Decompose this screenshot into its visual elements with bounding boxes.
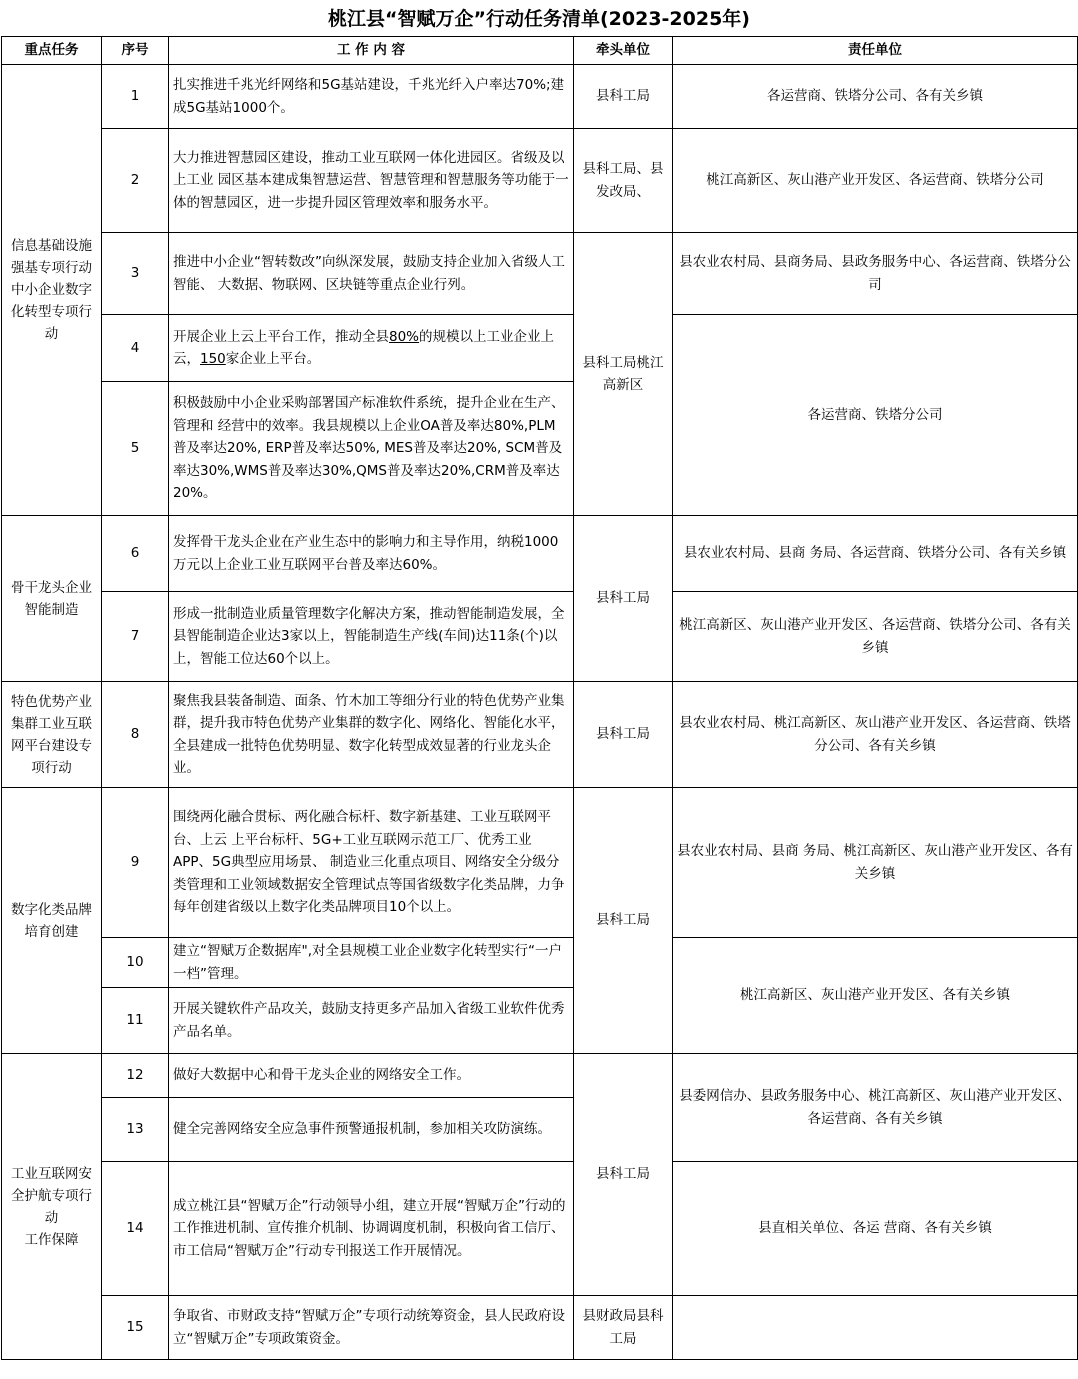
group-cell: 数字化类品牌培育创建 [2, 788, 102, 1054]
row-resp: 桃江高新区、灰山港产业开发区、各运营商、铁塔分公司、各有关乡镇 [673, 592, 1078, 682]
row-no: 5 [102, 382, 169, 516]
row-no: 11 [102, 988, 169, 1054]
header-content: 工 作 内 容 [169, 37, 574, 65]
table-row [2, 516, 1078, 592]
row-lead: 县科工局 [574, 1054, 673, 1296]
row-no: 1 [102, 65, 169, 129]
row-no: 12 [102, 1054, 169, 1098]
row-resp [673, 1296, 1078, 1360]
row-no: 6 [102, 516, 169, 592]
row-content: 成立桃江县“智赋万企”行动领导小组，建立开展“智赋万企”行动的工作推进机制、宣传推介机制、协调调度机制，积极向省工信厅、市工信局“智赋万企”行动专刊报送工作开展情况。 [169, 1162, 574, 1296]
row-resp: 县农业农村局、县商务局、县政务服务中心、各运营商、铁塔分公司 [673, 233, 1078, 315]
row-content: 开展关键软件产品攻关，鼓励支持更多产品加入省级工业软件优秀产品名单。 [169, 988, 574, 1054]
row-content: 积极鼓励中小企业采购部署国产标准软件系统，提升企业在生产、管理和 经营中的效率。我县规模以上企业OA普及率达80%,PLM普及率达20%, ERP普及率达50%, MES普及率达20%, SCM普及率达30%,WMS普及率达30%,QMS普及率达20%,CRM普及率达20%。 [169, 382, 574, 516]
row-lead: 县财政局县科工局 [574, 1296, 673, 1360]
row-content: 开展企业上云上平台工作，推动全县80%的规模以上工业企业上云，150家企业上平台。 [169, 315, 574, 382]
header-lead: 牵头单位 [574, 37, 673, 65]
row-resp: 桃江高新区、灰山港产业开发区、各有关乡镇 [673, 938, 1078, 1054]
table-row [2, 1296, 1078, 1360]
row-resp: 县直相关单位、各运 营商、各有关乡镇 [673, 1162, 1078, 1296]
row-no: 4 [102, 315, 169, 382]
row-no: 2 [102, 129, 169, 233]
row-resp: 桃江高新区、灰山港产业开发区、各运营商、铁塔分公司 [673, 129, 1078, 233]
row-resp: 县委网信办、县政务服务中心、桃江高新区、灰山港产业开发区、各运营商、各有关乡镇 [673, 1054, 1078, 1162]
row-content: 聚焦我县装备制造、面条、竹木加工等细分行业的特色优势产业集群，提升我市特色优势产业集群的数字化、网络化、智能化水平，全县建成一批特色优势明显、数字化转型成效显著的行业龙头企业。 [169, 682, 574, 788]
table-row [2, 938, 1078, 988]
table-row [2, 65, 1078, 129]
page-title: 桃江县“智赋万企”行动任务清单(2023-2025年) [328, 8, 750, 30]
row-content: 做好大数据中心和骨干龙头企业的网络安全工作。 [169, 1054, 574, 1098]
table-row [2, 592, 1078, 682]
table-row [2, 1054, 1078, 1098]
row-no: 14 [102, 1162, 169, 1296]
row-resp: 县农业农村局、县商 务局、各运营商、铁塔分公司、各有关乡镇 [673, 516, 1078, 592]
row-resp: 各运营商、铁塔分公司 [673, 315, 1078, 516]
row-lead: 县科工局桃江高新区 [574, 233, 673, 516]
row-no: 13 [102, 1098, 169, 1162]
row-no: 3 [102, 233, 169, 315]
group-cell: 骨干龙头企业智能制造 [2, 516, 102, 682]
row-resp: 各运营商、铁塔分公司、各有关乡镇 [673, 65, 1078, 129]
row-content: 大力推进智慧园区建设，推动工业互联网一体化进园区。省级及以上工业 园区基本建成集智慧运营、智慧管理和智慧服务等功能于一体的智慧园区，进一步提升园区管理效率和服务水平。 [169, 129, 574, 233]
table-row [2, 1162, 1078, 1296]
row-resp: 县农业农村局、桃江高新区、灰山港产业开发区、各运营商、铁塔分公司、各有关乡镇 [673, 682, 1078, 788]
row-no: 15 [102, 1296, 169, 1360]
task-table [1, 36, 1078, 1360]
row-no: 10 [102, 938, 169, 988]
row-content: 建立“智赋万企数据库",对全县规模工业企业数字化转型实行“一户一档”管理。 [169, 938, 574, 988]
row-lead: 县科工局 [574, 516, 673, 682]
row-content: 形成一批制造业质量管理数字化解决方案，推动智能制造发展，全县智能制造企业达3家以上，智能制造生产线(车间)达11条(个)以上，智能工位达60个以上。 [169, 592, 574, 682]
table-row [2, 682, 1078, 788]
table-row [2, 129, 1078, 233]
row-content: 扎实推进千兆光纤网络和5G基站建设，千兆光纤入户率达70%;建成5G基站1000个。 [169, 65, 574, 129]
header-task: 重点任务 [2, 37, 102, 65]
table-row [2, 315, 1078, 382]
table-row [2, 788, 1078, 938]
header-no: 序号 [102, 37, 169, 65]
row-no: 9 [102, 788, 169, 938]
row-content: 争取省、市财政支持“智赋万企”专项行动统筹资金，县人民政府设立“智赋万企”专项政策资金。 [169, 1296, 574, 1360]
row-lead: 县科工局、县发改局、 [574, 129, 673, 233]
table-row [2, 233, 1078, 315]
row-lead: 县科工局 [574, 65, 673, 129]
row-no: 7 [102, 592, 169, 682]
group-cell: 工业互联网安全护航专项行动 工作保障 [2, 1054, 102, 1360]
group-cell: 特色优势产业集群工业互联网平台建设专项行动 [2, 682, 102, 788]
row-content: 健全完善网络安全应急事件预警通报机制，参加相关攻防演练。 [169, 1098, 574, 1162]
header-resp: 责任单位 [673, 37, 1078, 65]
row-resp: 县农业农村局、县商 务局、桃江高新区、灰山港产业开发区、各有关乡镇 [673, 788, 1078, 938]
row-content: 发挥骨干龙头企业在产业生态中的影响力和主导作用，纳税1000万元以上企业工业互联网平台普及率达60%。 [169, 516, 574, 592]
row-lead: 县科工局 [574, 788, 673, 1054]
row-content: 围绕两化融合贯标、两化融合标杆、数字新基建、工业互联网平台、上云 上平台标杆、5G+工业互联网示范工厂、优秀工业APP、5G典型应用场景、 制造业三化重点项目、网络安全分级分类管理和工业领域数据安全管理试点等国省级数字化类品牌，力争每年创建省级以上数字化类品牌项目10个以上。 [169, 788, 574, 938]
row-lead: 县科工局 [574, 682, 673, 788]
group-cell: 信息基础设施强基专项行动 中小企业数字化转型专项行动 [2, 65, 102, 516]
row-no: 8 [102, 682, 169, 788]
row-content: 推进中小企业“智转数改”向纵深发展，鼓励支持企业加入省级人工智能、 大数据、物联网、区块链等重点企业行列。 [169, 233, 574, 315]
header-row [2, 37, 1078, 65]
